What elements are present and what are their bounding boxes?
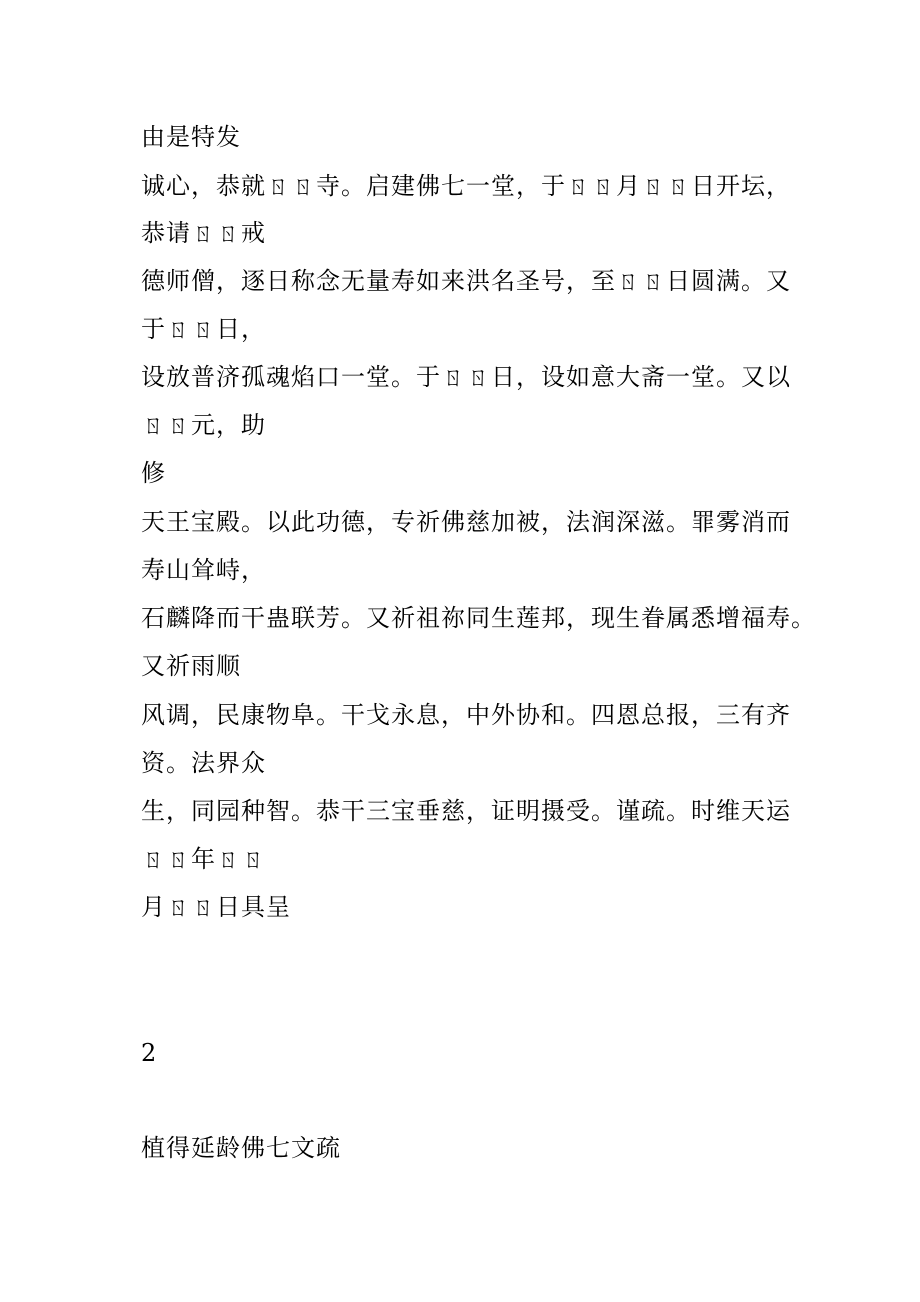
text-line: 生，同园种智。恭干三宝垂慈，证明摄受。谨疏。时维天运: [141, 797, 791, 825]
text-line: 由是特发: [141, 123, 241, 151]
text-line: 寿山耸峙，: [141, 556, 266, 584]
text-line: 修: [141, 459, 166, 487]
text-line: 石麟降而干蛊联芳。又祈祖祢同生莲邦，现生眷属悉增福寿。: [141, 604, 816, 632]
text-line: 于ㄖㄖ日，: [141, 315, 266, 343]
text-line: 月ㄖㄖ日具呈: [141, 893, 291, 921]
text-line: 风调，民康物阜。干戈永息，中外协和。四恩总报，三有齐: [141, 701, 791, 729]
text-line: 恭请ㄖㄖ戒: [141, 219, 266, 247]
text-line: 诚心，恭就ㄖㄖ寺。启建佛七一堂，于ㄖㄖ月ㄖㄖ日开坛，: [141, 172, 791, 200]
text-line: 又祈雨顺: [141, 652, 241, 680]
text-line: 资。法界众: [141, 749, 266, 777]
text-line: 天王宝殿。以此功德，专祈佛慈加被，法润深滋。罪雾消而: [141, 508, 791, 536]
page-number: 2: [141, 1039, 158, 1067]
text-line: 设放普济孤魂焰口一堂。于ㄖㄖ日，设如意大斋一堂。又以: [141, 363, 791, 391]
section-title: 植得延龄佛七文疏: [141, 1134, 341, 1162]
text-line: 德师僧，逐日称念无量寿如来洪名圣号，至ㄖㄖ日圆满。又: [141, 267, 791, 295]
text-line: ㄖㄖ年ㄖㄖ: [141, 845, 266, 873]
text-line: ㄖㄖ元，助: [141, 411, 266, 439]
